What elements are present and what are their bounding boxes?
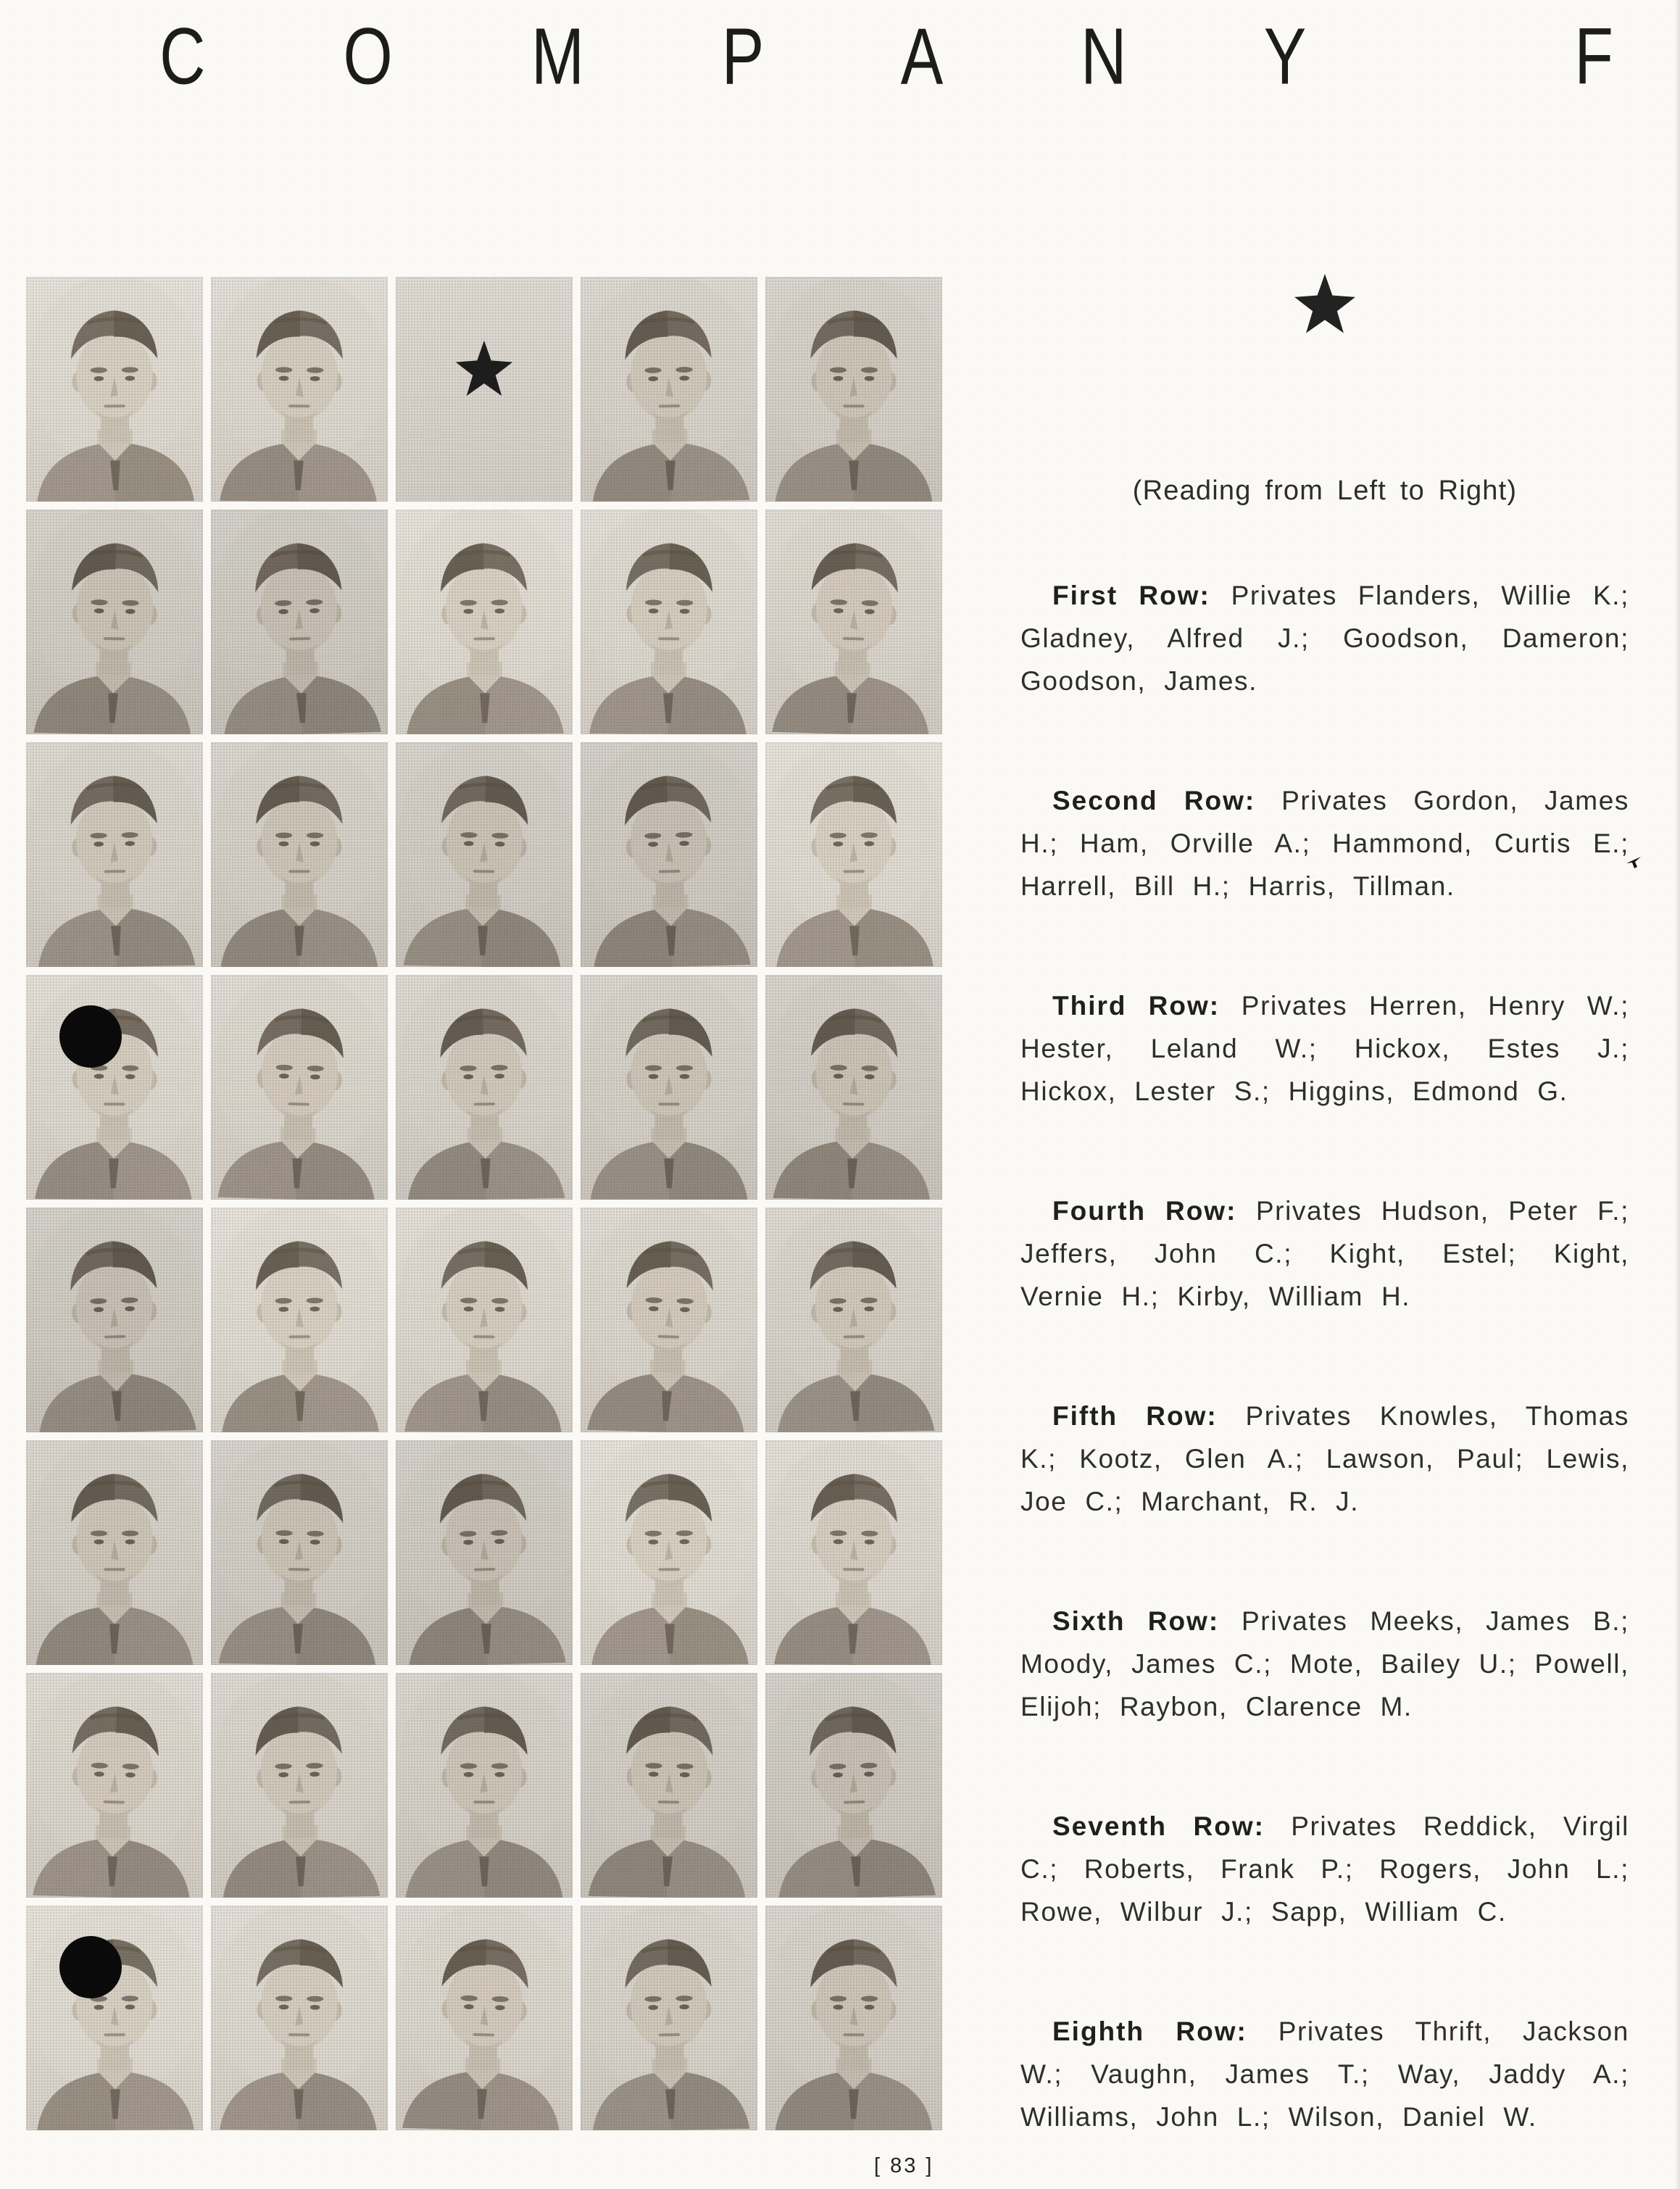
caption-first-row	[1020, 574, 1629, 702]
portrait-photo	[26, 1906, 203, 2130]
soldier-portrait-silhouette	[765, 1440, 942, 1665]
caption-label: Third Row:	[1052, 991, 1221, 1021]
portrait-photo	[581, 1440, 757, 1665]
caption-list	[1020, 574, 1629, 2138]
portrait-photo	[765, 1673, 942, 1898]
soldier-portrait-silhouette	[581, 742, 757, 967]
soldier-portrait-silhouette	[211, 277, 388, 502]
soldier-portrait-silhouette	[211, 742, 388, 967]
soldier-portrait-silhouette	[396, 1673, 573, 1898]
soldier-portrait-silhouette	[765, 1906, 942, 2130]
caption-column	[1020, 0, 1629, 2138]
portrait-photo	[26, 1208, 203, 1432]
portrait-photo	[581, 975, 757, 1200]
soldier-portrait-silhouette	[211, 1440, 388, 1665]
title-letter: Y	[1263, 12, 1307, 101]
portrait-photo	[765, 742, 942, 967]
caption-label: Seventh Row:	[1052, 1811, 1265, 1842]
portrait-photo	[211, 1440, 388, 1665]
censor-mark	[59, 1936, 122, 1998]
portrait-photo	[581, 742, 757, 967]
soldier-portrait-silhouette	[765, 1673, 942, 1898]
portrait-photo	[26, 277, 203, 502]
soldier-portrait-silhouette	[396, 1440, 573, 1665]
portrait-photo	[26, 742, 203, 967]
soldier-portrait-silhouette	[26, 975, 203, 1200]
soldier-portrait-silhouette	[581, 277, 757, 502]
soldier-portrait-silhouette	[765, 510, 942, 734]
portrait-photo	[581, 510, 757, 734]
soldier-portrait-silhouette	[211, 1208, 388, 1432]
soldier-portrait-silhouette	[26, 1673, 203, 1898]
caption-text: Privates Flanders, Willie K.; Gladney, Alfred J.; Goodson, Dameron; Goodson, James.	[1020, 581, 1629, 697]
soldier-portrait-silhouette	[396, 510, 573, 734]
caption-label: Fifth Row:	[1052, 1401, 1218, 1432]
portrait-photo	[26, 1440, 203, 1665]
cursor-arrow-icon	[1625, 855, 1642, 870]
title-letter: M	[531, 12, 584, 101]
portrait-photo	[211, 1673, 388, 1898]
caption-label: Eighth Row:	[1052, 2016, 1247, 2047]
caption-text: Privates Hudson, Peter F.; Jeffers, John C.; Kight, Estel; Kight, Vernie H.; Kirby, William H.	[1020, 1196, 1629, 1312]
title-letter: C	[159, 12, 206, 101]
star-icon	[1292, 273, 1358, 336]
portrait-photo	[396, 742, 573, 967]
caption-fifth-row	[1020, 1395, 1629, 1523]
photo-grid	[26, 277, 942, 2130]
page-number: [ 83 ]	[874, 2154, 934, 2177]
portrait-photo	[26, 1673, 203, 1898]
portrait-photo	[211, 975, 388, 1200]
soldier-portrait-silhouette	[396, 975, 573, 1200]
caption-seventh-row	[1020, 1805, 1629, 1933]
portrait-photo	[396, 1208, 573, 1432]
caption-fourth-row	[1020, 1189, 1629, 1318]
title-letter: P	[721, 12, 765, 101]
caption-label: Sixth Row:	[1052, 1606, 1220, 1637]
portrait-photo	[765, 1906, 942, 2130]
soldier-portrait-silhouette	[765, 1208, 942, 1432]
soldier-portrait-silhouette	[26, 1906, 203, 2130]
soldier-portrait-silhouette	[26, 1440, 203, 1665]
portrait-photo	[765, 277, 942, 502]
title-letter: N	[1081, 12, 1127, 101]
portrait-photo	[581, 1208, 757, 1432]
reading-direction-note: (Reading from Left to Right)	[1132, 475, 1518, 507]
soldier-portrait-silhouette	[581, 1440, 757, 1665]
caption-text: Privates Knowles, Thomas K.; Kootz, Glen A.; Lawson, Paul; Lewis, Joe C.; Marchant, R. J.	[1020, 1401, 1630, 1517]
portrait-photo	[211, 277, 388, 502]
portrait-photo	[765, 1208, 942, 1432]
caption-label: First Row:	[1052, 581, 1210, 611]
gold-star-cell	[396, 277, 573, 502]
caption-text: Privates Gordon, James H.; Ham, Orville A.; Hammond, Curtis E.; Harrell, Bill H.; Harris, Tillman.	[1020, 786, 1629, 902]
soldier-portrait-silhouette	[765, 277, 942, 502]
portrait-photo	[26, 510, 203, 734]
portrait-photo	[211, 1906, 388, 2130]
portrait-photo	[211, 510, 388, 734]
portrait-photo	[26, 975, 203, 1200]
caption-text: Privates Meeks, James B.; Moody, James C.; Mote, Bailey U.; Powell, Elijoh; Raybon, Clarence M.	[1020, 1606, 1629, 1722]
title-letter: A	[901, 12, 944, 101]
title-company-letter: F	[1574, 12, 1613, 101]
portrait-photo	[211, 742, 388, 967]
soldier-portrait-silhouette	[211, 1906, 388, 2130]
caption-sixth-row	[1020, 1600, 1629, 1728]
caption-text: Privates Thrift, Jackson W.; Vaughn, James T.; Way, Jaddy A.; Williams, John L.; Wilson, Daniel W.	[1020, 2016, 1629, 2132]
soldier-portrait-silhouette	[765, 975, 942, 1200]
portrait-photo	[396, 1673, 573, 1898]
portrait-photo	[396, 1906, 573, 2130]
portrait-photo	[581, 1673, 757, 1898]
caption-second-row	[1020, 779, 1629, 907]
caption-text: Privates Herren, Henry W.; Hester, Leland W.; Hickox, Estes J.; Hickox, Lester S.; Higgins, Edmond G.	[1020, 991, 1629, 1107]
caption-third-row	[1020, 984, 1629, 1113]
soldier-portrait-silhouette	[396, 1208, 573, 1432]
censor-mark	[59, 1005, 122, 1068]
portrait-photo	[581, 277, 757, 502]
soldier-portrait-silhouette	[211, 510, 388, 734]
portrait-photo	[581, 1906, 757, 2130]
soldier-portrait-silhouette	[211, 975, 388, 1200]
soldier-portrait-silhouette	[26, 510, 203, 734]
soldier-portrait-silhouette	[26, 742, 203, 967]
soldier-portrait-silhouette	[396, 1906, 573, 2130]
portrait-photo	[211, 1208, 388, 1432]
portrait-photo	[765, 975, 942, 1200]
soldier-portrait-silhouette	[581, 1208, 757, 1432]
portrait-photo	[396, 510, 573, 734]
soldier-portrait-silhouette	[396, 742, 573, 967]
soldier-portrait-silhouette	[581, 975, 757, 1200]
caption-label: Second Row:	[1052, 786, 1256, 816]
caption-text: Privates Reddick, Virgil C.; Roberts, Frank P.; Rogers, John L.; Rowe, Wilbur J.; Sapp, William C.	[1020, 1811, 1630, 1927]
title-letter: O	[343, 12, 393, 101]
portrait-photo	[396, 975, 573, 1200]
soldier-portrait-silhouette	[26, 277, 203, 502]
gold-star-icon	[453, 339, 515, 399]
portrait-photo	[396, 1440, 573, 1665]
scan-edge-shadow	[1675, 0, 1680, 2189]
soldier-portrait-silhouette	[581, 510, 757, 734]
soldier-portrait-silhouette	[765, 742, 942, 967]
soldier-portrait-silhouette	[211, 1673, 388, 1898]
portrait-photo	[765, 510, 942, 734]
caption-eighth-row	[1020, 2010, 1629, 2138]
soldier-portrait-silhouette	[581, 1673, 757, 1898]
soldier-portrait-silhouette	[26, 1208, 203, 1432]
caption-label: Fourth Row:	[1052, 1196, 1237, 1226]
portrait-photo	[765, 1440, 942, 1665]
soldier-portrait-silhouette	[581, 1906, 757, 2130]
